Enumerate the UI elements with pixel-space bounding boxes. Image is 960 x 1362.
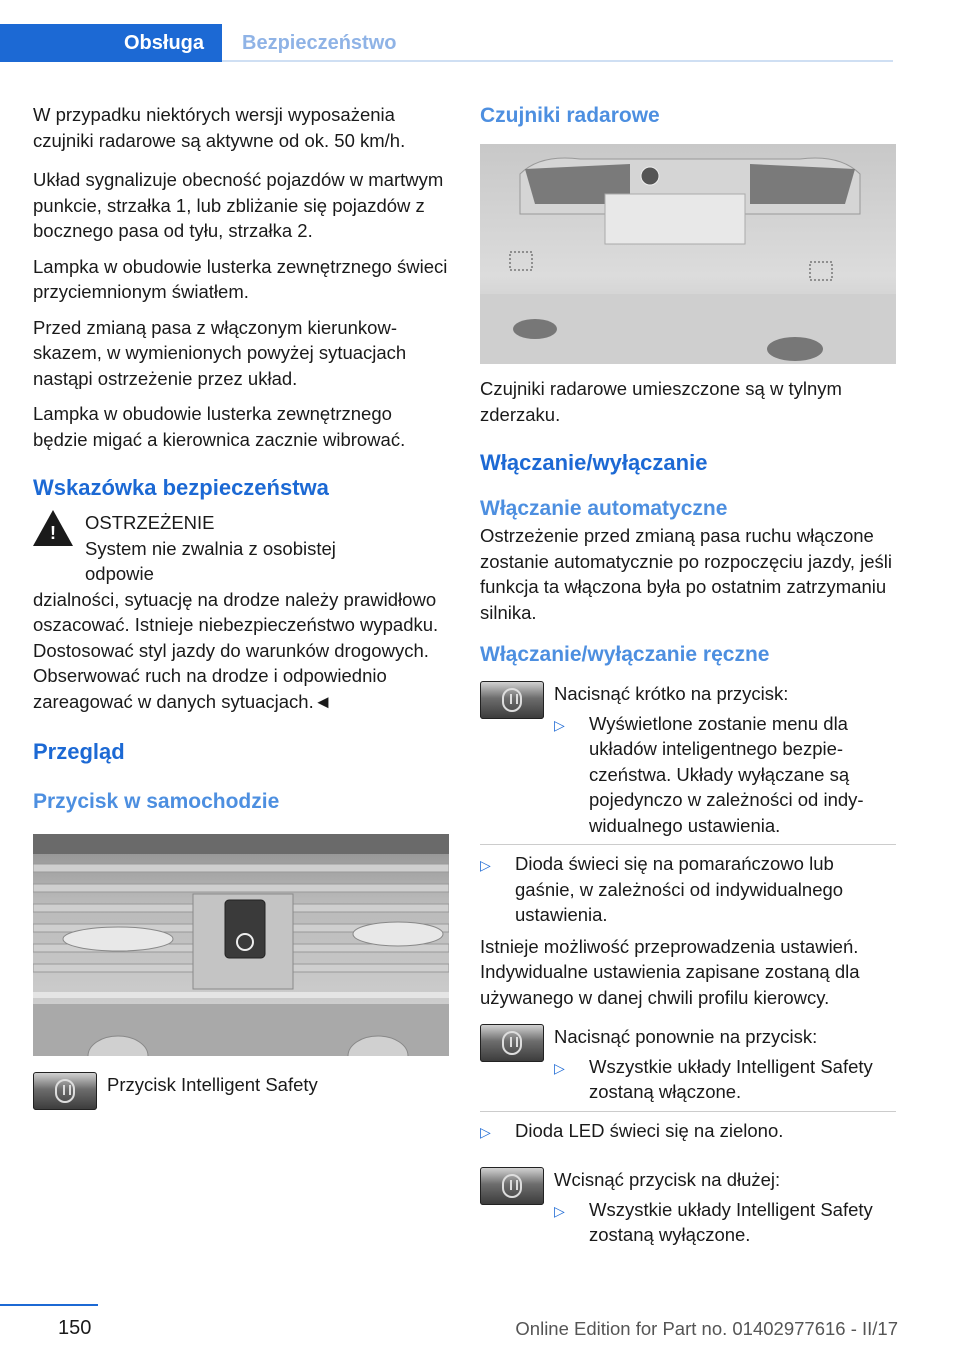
tab-obsluga[interactable]: Obsługa [0,24,222,62]
warning-first-line: System nie zwalnia z osobistej odpowie [85,537,336,584]
page-number: 150 [58,1317,92,1339]
heading-onoff: Włączanie/wyłączanie [480,450,708,475]
press-again-block [480,1024,896,1105]
press-short-block [480,681,896,838]
paragraph: W przypadku niektórych wersji wyposażenia czujniki radarowe są aktywne od ok. 50 km/h. [33,104,406,151]
warning-text: dzialności, sytuację na drodze należy prawidłowo oszacować. Istnieje niebezpieczeństwo wypadku. Dostosować styl jazdy do warunków drogowych. Obserwować ruch na drodze i odpowiednio zareagować w danych sytuacjach.◄ [33,588,439,712]
heading-safety: Wskazówka bezpieczeństwa [33,475,329,500]
warning-block [33,510,449,587]
press-short-text: Nacisnąć krótko na przycisk: [554,683,789,704]
press-long-block [480,1167,896,1248]
heading-button: Przycisk w samochodzie [33,790,280,813]
auto-text: Ostrzeżenie przed zmianą pasa ruchu włączone zostanie automatycznie po rozpoczęciu jazdy, jeśli funkcja ta włączona była po ostatnim zatrzymaniu silnika. [480,525,893,623]
list-item-text: Wszystkie układy Intelligent Safety zostaną włączone. [589,1055,873,1102]
press-long-text: Wcisnąć przycisk na dłużej: [554,1169,781,1190]
list-item [480,851,896,928]
button-legend [33,1072,449,1110]
intelligent-safety-button-icon [33,1072,97,1110]
list-item-text: Dioda LED świeci się na zielono. [515,1119,784,1141]
bullet-triangle-icon: ▷ [554,1202,565,1219]
paragraph: Przed zmianą pasa z włączonym kierunkowskazem, w wymienionych powyżej sytuacjach nastąpi ostrzeżenie przez układ. [33,316,407,389]
bullet-triangle-icon: ▷ [554,716,565,733]
heading-manual: Włączanie/wyłączanie ręczne [480,643,770,666]
dashboard-illustration [33,834,449,1056]
bullet-triangle-icon: ▷ [480,1123,491,1140]
left-column [33,102,449,1110]
list-item-text: Wszystkie układy Intelligent Safety zostaną wyłączone. [589,1198,873,1245]
dashboard-button-image [33,834,449,1056]
tab-bezpieczenstwo[interactable]: Bezpieczeństwo [242,31,397,54]
list-item [554,711,896,839]
list-item [554,1054,896,1105]
intelligent-safety-button-icon [480,1024,544,1062]
intelligent-safety-button-icon [480,1167,544,1205]
paragraph: Układ sygnalizuje obecność pojazdów w martwym punkcie, strzałka 1, lub zbliżanie się pojazdów z bocznego pasa od tyłu, strzałka 2. [33,169,444,241]
paragraph: Lampka w obudowie lusterka zewnętrznego będzie migać a kierownica zacznie wibrować. [33,403,406,450]
bullet-triangle-icon: ▷ [554,1059,565,1076]
list-item-text: Wyświetlone zostanie menu dla układów inteligentnego bezpieczeństwa. Układy wyłączane są pojedynczo w zależności od indywidualnego ustawienia. [589,712,864,836]
intelligent-safety-button-icon [480,681,544,719]
radar-caption: Czujniki radarowe umieszczone są w tylnym zderzaku. [480,378,842,425]
footer-edition: Online Edition for Part no. 01402977616 - II/17 [515,1318,898,1339]
warning-title: OSTRZEŻENIE [85,512,215,533]
settings-text: Istnieje możliwość przeprowadzenia ustawień. Indywidualne ustawienia zapisane zostaną dla używanego w danej chwili profilu kierowcy. [480,935,860,1008]
press-again-text: Nacisnąć ponownie na przycisk: [554,1026,818,1047]
warning-icon: ! [33,510,73,546]
list-item-text: Dioda świeci się na pomarańczowo lub gaśnie, w zależności od indywidualnego ustawienia. [515,853,844,925]
header-tabs [0,24,893,62]
paragraph: Lampka w obudowie lusterka zewnętrznego świeci przyciemnionym światłem. [33,255,448,302]
heading-auto: Włączanie automatyczne [480,497,728,520]
footer-rule [0,1304,98,1306]
heading-radar: Czujniki radarowe [480,104,660,127]
right-column [480,102,896,1248]
list-item [554,1197,896,1248]
heading-overview: Przegląd [33,739,125,764]
bullet-triangle-icon: ▷ [480,857,491,873]
button-caption: Przycisk Intelligent Safety [107,1074,318,1095]
radar-sensors-image [480,144,896,364]
tab-underline [222,60,893,62]
car-rear-illustration [480,144,896,364]
list-item [480,1118,896,1146]
